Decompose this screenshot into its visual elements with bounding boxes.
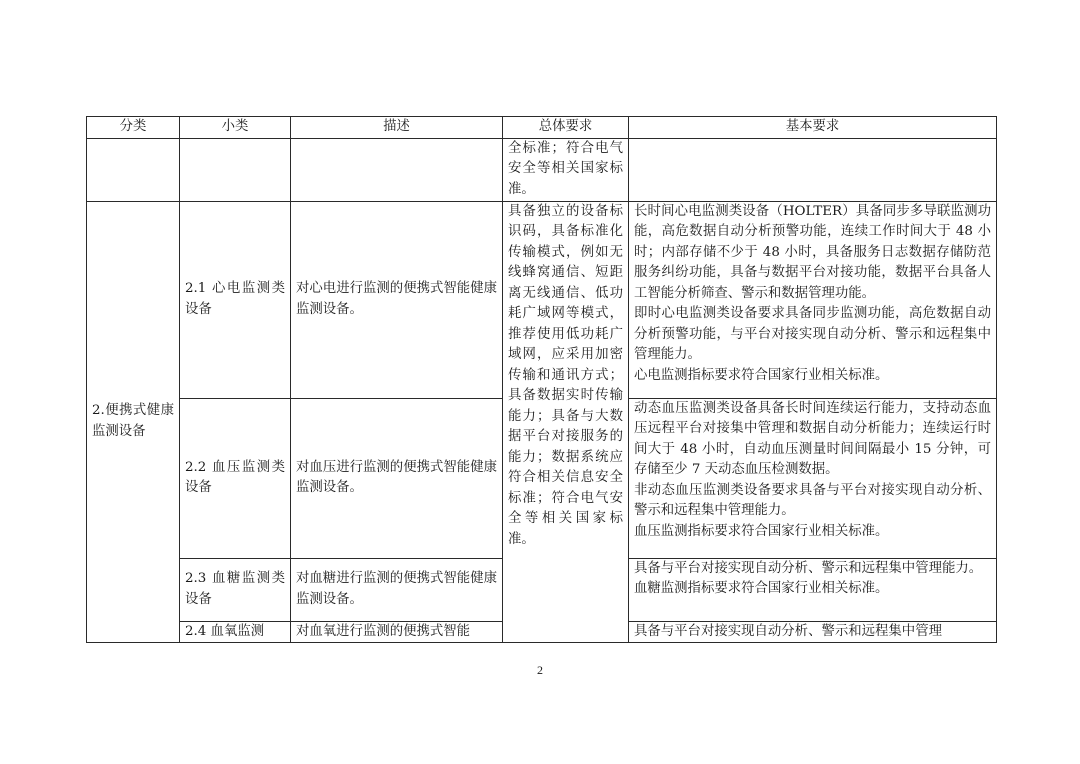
basic-requirement-paragraph: 血压监测指标要求符合国家行业相关标准。 xyxy=(634,523,889,539)
basic-requirement-cell: 具备与平台对接实现自动分析、警示和远程集中管理 xyxy=(629,621,997,643)
continuation-row xyxy=(87,138,997,201)
basic-requirement-cell xyxy=(629,558,997,621)
subcategory-cell: 2.2 血压监测类设备 xyxy=(180,398,291,558)
category-cell: 2.便携式健康监测设备 xyxy=(87,201,180,643)
continuation-overall: 全标准；符合电气安全等相关国家标准。 xyxy=(503,138,629,201)
continuation-description xyxy=(291,138,503,201)
header-category: 分类 xyxy=(87,117,180,139)
basic-requirement-cell xyxy=(629,398,997,558)
overall-requirement-cell: 具备独立的设备标识码，具备标准化传输模式，例如无线蜂窝通信、短距离无线通信、低功耗广域网等模式，推荐使用低功耗广域网，应采用加密传输和通讯方式；具备数据实时传输能力；具备与大数据平台对接服务的能力；数据系统应符合相关信息安全标准；符合电气安全等相关国家标准。 xyxy=(503,201,629,643)
subcategory-cell: 2.4 血氧监测 xyxy=(180,621,291,643)
basic-requirement-paragraph: 具备与平台对接实现自动分析、警示和远程集中管理能力。 xyxy=(634,560,983,576)
basic-requirement-paragraph: 动态血压监测类设备具备长时间连续运行能力，支持动态血压远程平台对接集中管理和数据自动分析能力；连续运行时间大于 48 小时，自动血压测量时间间隔最小 15 分钟，可存储至少 7 天动态血压检测数据。 xyxy=(634,400,991,477)
description-cell: 对心电进行监测的便携式智能健康监测设备。 xyxy=(291,201,503,398)
subcategory-cell: 2.3 血糖监测类设备 xyxy=(180,558,291,621)
basic-requirement-paragraph: 非动态血压监测类设备要求具备与平台对接实现自动分析、警示和远程集中管理能力。 xyxy=(634,482,991,518)
header-basic-requirement: 基本要求 xyxy=(629,117,997,139)
description-cell: 对血糖进行监测的便携式智能健康监测设备。 xyxy=(291,558,503,621)
requirements-table xyxy=(86,116,997,643)
header-description: 描述 xyxy=(291,117,503,139)
continuation-subcategory xyxy=(180,138,291,201)
basic-requirement-cell xyxy=(629,201,997,398)
basic-requirement-paragraph: 即时心电监测类设备要求具备同步监测功能，高危数据自动分析预警功能，与平台对接实现自动分析、警示和远程集中管理能力。 xyxy=(634,306,991,362)
header-row xyxy=(87,117,997,139)
header-subcategory: 小类 xyxy=(180,117,291,139)
subcategory-cell: 2.1 心电监测类设备 xyxy=(180,201,291,398)
continuation-basic xyxy=(629,138,997,201)
header-overall-requirement: 总体要求 xyxy=(503,117,629,139)
description-cell: 对血压进行监测的便携式智能健康监测设备。 xyxy=(291,398,503,558)
basic-requirement-paragraph: 长时间心电监测类设备（HOLTER）具备同步多导联监测功能，高危数据自动分析预警功能，连续工作时间大于 48 小时；内部存储不少于 48 小时，具备服务日志数据存储防范服务纠纷功能，具备与数据平台对接功能，数据平台具备人工智能分析筛查、警示和数据管理功能。 xyxy=(634,203,991,301)
basic-requirement-paragraph: 心电监测指标要求符合国家行业相关标准。 xyxy=(634,367,889,383)
page-number: 2 xyxy=(537,663,543,677)
continuation-category xyxy=(87,138,180,201)
table-row xyxy=(87,201,997,398)
description-cell: 对血氧进行监测的便携式智能 xyxy=(291,621,503,643)
basic-requirement-paragraph: 血糖监测指标要求符合国家行业相关标准。 xyxy=(634,581,889,596)
